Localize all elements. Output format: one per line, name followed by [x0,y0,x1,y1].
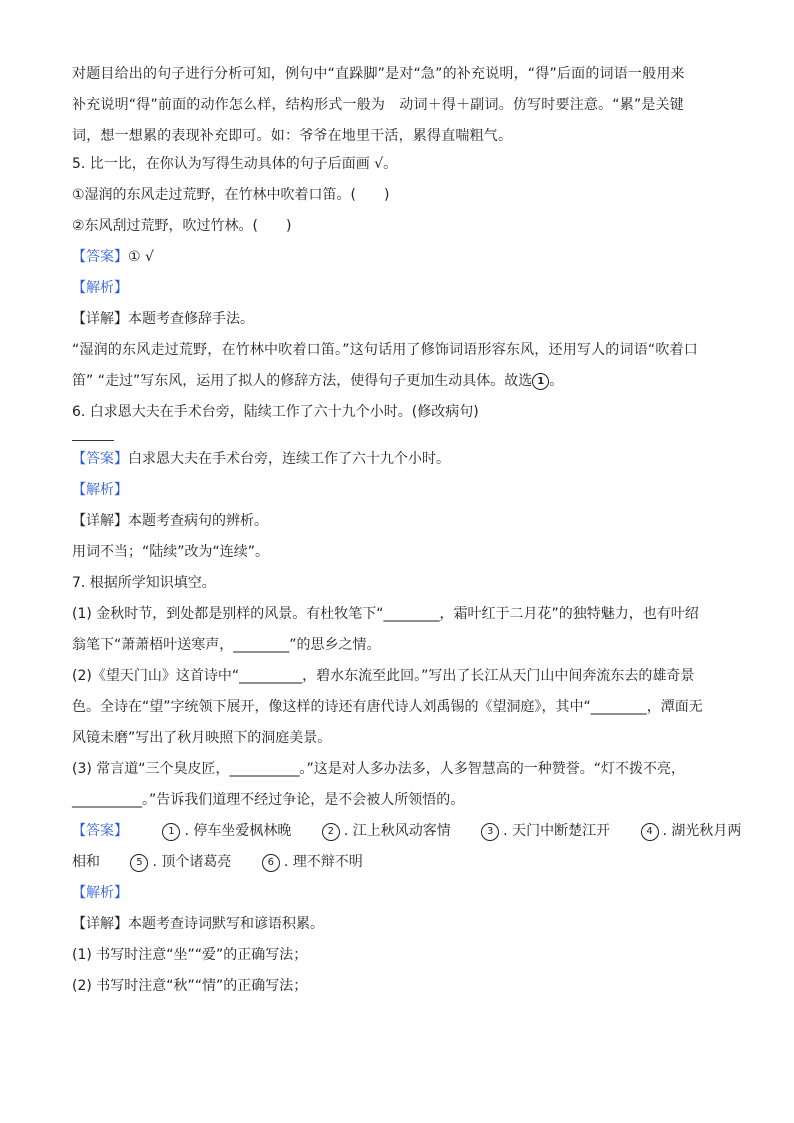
answer-5 [72,247,724,267]
answer-item [641,823,742,839]
detail-tag: 【详解】 [72,311,128,327]
circled-number: 6 [262,854,280,872]
answer-item [481,823,610,839]
explanation-line: (1) 书写时注意“坐”“爱”的正确写法； [72,947,308,963]
analysis-tag: 【解析】 [72,885,128,901]
text-line: 对题目给出的句子进行分析可知，例句中“直跺脚”是对“急”的补充说明，“得”后面的词语一般用来 [72,66,685,82]
answer-item-text: . 顶个诸葛亮 [152,854,232,870]
explanation-text: 笛” “走过”写东风，运用了拟人的修辞方法，使得句子更加生动具体。故选 [72,373,533,389]
detail-6 [72,511,724,531]
explanation-line: “湿润的东风走过荒野，在竹林中吹着口笛。”这句话用了修饰词语形容东风，还用写人的词语“吹着口 [72,342,698,358]
text-line: 词，想一想累的表现补充即可。如：爷爷在地里干活，累得直喘粗气。 [72,128,513,144]
analysis-tag: 【解析】 [72,482,128,498]
circled-number: 1 [162,823,180,841]
circled-number: 1 [532,373,549,390]
detail-text: 本题考查病句的辨析。 [128,513,268,529]
answer-tag: 【答案】 [72,249,128,265]
circled-number: 5 [130,854,148,872]
answer-7 [72,821,742,841]
question-7-1: (1) 金秋时节，到处都是别样的风景。有杜牧笔下“________，霜叶红于二月花”的独特魅力，也有叶绍 [72,606,699,622]
option-1: ①湿润的东风走过荒野，在竹林中吹着口笛。( ) [72,187,390,203]
detail-tag: 【详解】 [72,513,128,529]
answer-6 [72,449,724,469]
question-7-1-cont: 翁笔下“萧萧梧叶送寒声，________”的思乡之情。 [72,637,381,653]
analysis-tag: 【解析】 [72,280,128,296]
question-7-3: (3) 常言道“三个臭皮匠，__________。”这是对人多办法多，人多智慧高的一种赞誉。“灯不拨不亮， [72,761,686,777]
answer-item-text: . 江上秋风动客情 [343,823,451,839]
explanation-text: 。 [549,373,564,389]
circled-number: 2 [322,823,340,841]
answer-item-text: 相和 [72,854,100,870]
answer-item-text: . 停车坐爱枫林晚 [184,823,292,839]
detail-text: 本题考查诗词默写和谚语积累。 [128,916,324,932]
answer-item [322,823,451,839]
circled-number: 4 [641,823,659,841]
explanation-line: 用词不当；“陆续”改为“连续”。 [72,544,270,560]
answer-item-text: . 天门中断楚江开 [503,823,611,839]
answer-text: 白求恩大夫在手术台旁，连续工作了六十九个小时。 [128,451,450,467]
explanation-line: (2) 书写时注意“秋”“情”的正确写法； [72,978,308,994]
detail-text: 本题考查修辞手法。 [128,311,254,327]
question-7-2-cont: 风镜未磨”写出了秋月映照下的洞庭美景。 [72,730,332,746]
option-2: ②东风刮过荒野，吹过竹林。( ) [72,218,292,234]
detail-5 [72,309,724,329]
circled-number: 3 [481,823,499,841]
question-5: 5. 比一比，在你认为写得生动具体的句子后面画 √。 [72,156,398,172]
answer-item [262,854,363,870]
answer-7-cont [72,852,724,872]
detail-tag: 【详解】 [72,916,128,932]
answer-text: ① √ [128,249,154,265]
question-7-2: (2)《望天门山》这首诗中“_________，碧水东流至此回。”写出了长江从天门山中间奔流东去的雄奇景 [72,668,695,684]
answer-item [162,823,291,839]
explanation-line [72,371,724,391]
answer-item-text: . 湖光秋月两 [662,823,742,839]
answer-item-text: . 理不辩不明 [283,854,363,870]
question-6: 6. 白求恩大夫在手术台旁，陆续工作了六十九个小时。(修改病句) [72,404,479,420]
question-7: 7. 根据所学知识填空。 [72,575,216,591]
question-7-3-cont: __________。”告诉我们道理不经过争论，是不会被人所领悟的。 [72,792,465,808]
answer-item [130,854,231,870]
detail-7 [72,914,724,934]
answer-tag: 【答案】 [72,451,128,467]
answer-blank-line [72,426,114,441]
answer-tag: 【答案】 [72,823,128,839]
text-line: 补充说明“得”前面的动作怎么样，结构形式一般为 动词＋得＋副词。仿写时要注意。“累”是关键 [72,97,685,113]
question-7-2-cont: 色。全诗在“望”字统领下展开，像这样的诗还有唐代诗人刘禹锡的《望洞庭》，其中“________，潭面无 [72,699,703,715]
